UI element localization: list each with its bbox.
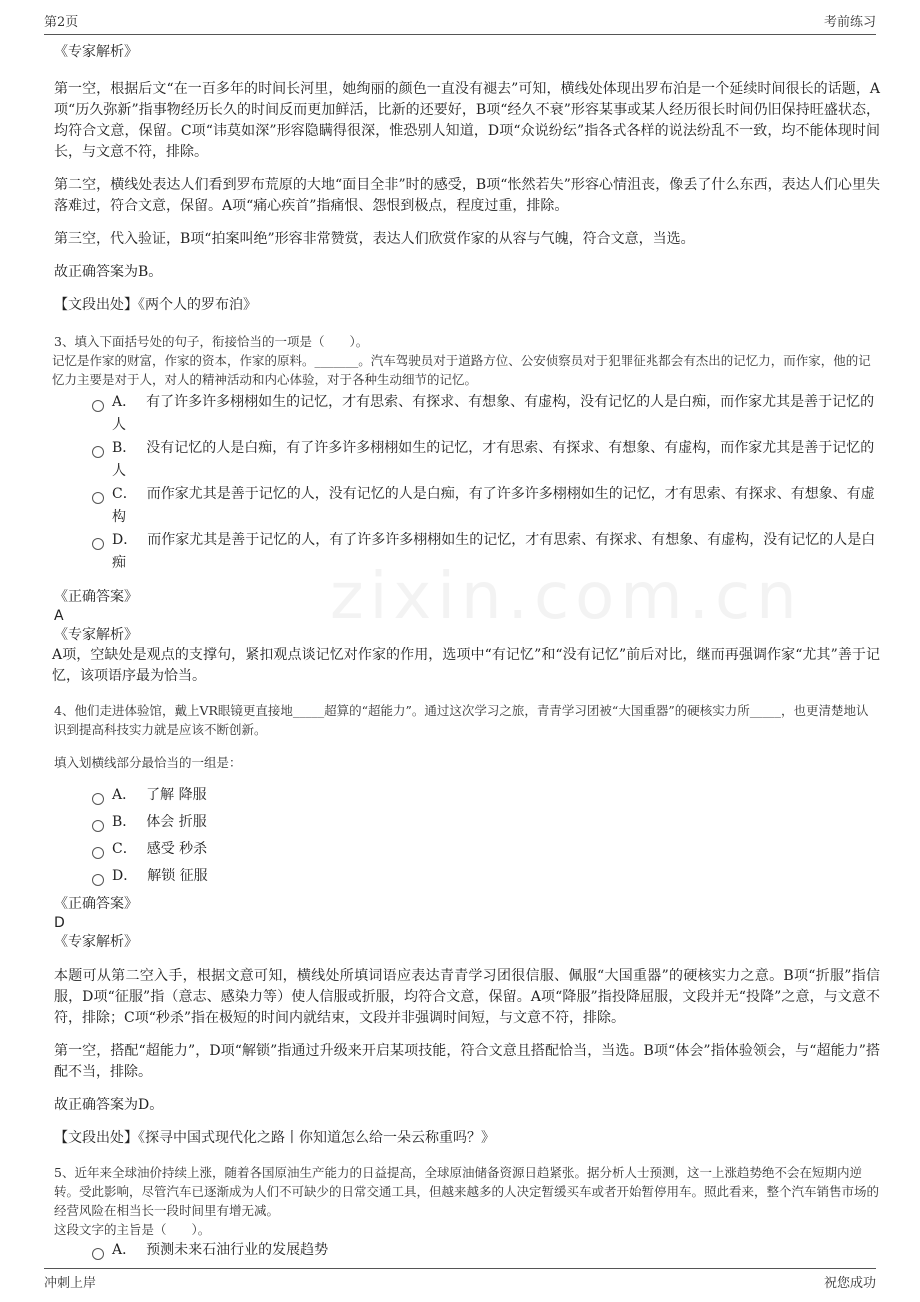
option-label: B． (112, 814, 137, 830)
source-citation: 【文段出处】《两个人的罗布泊》 (54, 297, 257, 313)
option-text: 感受 秒杀 (146, 841, 208, 857)
radio-button[interactable] (92, 1248, 104, 1260)
option-label: A． (112, 787, 137, 803)
footer-right-text: 祝您成功 (823, 1276, 876, 1291)
option-b[interactable] (92, 437, 880, 483)
question-stem: 4、他们走进体验馆，戴上VR眼镜更直接地_____超算的“超能力”。通过这次学习之旅，青青学习团被“大国重器”的硬核实力所_____，也更清楚地认识到提高科技实力就是应该不断创新。 (54, 703, 869, 737)
radio-button[interactable] (92, 820, 104, 832)
option-label: D． (112, 868, 138, 884)
page-content (54, 42, 880, 1262)
correct-answer-label: 《正确答案》 (54, 589, 138, 605)
radio-button[interactable] (92, 793, 104, 805)
answer-conclusion: 故正确答案为B。 (54, 264, 163, 280)
options-list (54, 391, 880, 575)
expert-analysis-label: 《专家解析》 (54, 627, 138, 643)
analysis-paragraph: 第三空，代入验证，B项“拍案叫绝”形容非常赞赏，表达人们欣赏作家的从容与气魄，符合文意，当选。 (54, 231, 695, 247)
page-footer (44, 1268, 876, 1294)
option-text: 了解 降服 (146, 787, 207, 803)
question-text: 记忆是作家的财富，作家的资本，作家的原料。_______。汽车驾驶员对于道路方位、公安侦察员对于犯罪征兆都会有杰出的记忆力，而作家，他的记忆力主要是对于人，对人的精神活动和内心体验，对于各种生动细节的记忆。 (52, 353, 871, 387)
option-label: C． (112, 841, 137, 857)
page-number: 第2页 (44, 15, 79, 30)
source-citation: 【文段出处】《探寻中国式现代化之路丨你知道怎么给一朵云称重吗？》 (54, 1130, 495, 1146)
radio-button[interactable] (92, 847, 104, 859)
option-d[interactable] (92, 863, 880, 890)
expert-analysis-label: 《专家解析》 (54, 934, 138, 950)
option-text: 而作家尤其是善于记忆的人，没有记忆的人是白痴，有了许多许多栩栩如生的记忆，才有思索、有探求、有想象、有虚构 (112, 486, 875, 525)
option-text: 有了许多许多栩栩如生的记忆，才有思索、有探求、有想象、有虚构，没有记忆的人是白痴，而作家尤其是善于记忆的人 (112, 394, 875, 433)
option-text: 而作家尤其是善于记忆的人，有了许多许多栩栩如生的记忆，才有思索、有探求、有想象、有虚构，没有记忆的人是白痴 (112, 532, 876, 571)
analysis-paragraph: 第一空，搭配“超能力”，D项“解锁”指通过升级来开启某项技能，符合文意且搭配恰当，当选。B项“体会”指体验领会，与“超能力”搭配不当，排除。 (54, 1043, 880, 1080)
question-prompt: 填入划横线部分最恰当的一组是： (54, 755, 242, 770)
option-text: 解锁 征服 (147, 868, 208, 884)
answer-conclusion: 故正确答案为D。 (54, 1097, 164, 1113)
option-a[interactable] (92, 391, 880, 437)
radio-button[interactable] (92, 874, 104, 886)
option-label: A． (112, 394, 137, 410)
question-stem: 3、填入下面括号处的句子，衔接恰当的一项是（ ）。 (54, 334, 369, 349)
option-label: C． (112, 486, 137, 502)
option-label: A． (112, 1242, 137, 1258)
radio-button[interactable] (92, 400, 104, 412)
analysis-paragraph: 第一空，根据后文“在一百多年的时间长河里，她绚丽的颜色一直没有褪去”可知，横线处体现出罗布泊是一个延续时间很长的话题，A项“历久弥新”指事物经历长久的时间反而更加鲜活，比新的还要好，B项“经久不衰”形容某事或某人经历很长时间仍旧保持旺盛状态，均符合文意，保留。C项“讳莫如深”形容隐瞒得很深，惟恐别人知道，D项“众说纷纭”指各式各样的说法纷乱不一致，均不能体现时间长，与文意不符，排除。 (54, 81, 880, 160)
correct-answer-label: 《正确答案》 (54, 896, 138, 912)
option-c[interactable] (92, 836, 880, 863)
option-a[interactable] (92, 782, 880, 809)
option-a[interactable] (92, 1239, 880, 1262)
option-text: 体会 折服 (146, 814, 207, 830)
option-label: B． (112, 440, 137, 456)
radio-button[interactable] (92, 446, 104, 458)
analysis-paragraph: 本题可从第二空入手，根据文意可知，横线处所填词语应表达青青学习团很信服、佩服“大国重器”的硬核实力之意。B项“折服”指信服，D项“征服”指（意志、感染力等）使人信服或折服，均符合文意，保留。A项“降服”指投降屈服，文段并无“投降”之意，与文意不符，排除；C项“秒杀”指在极短的时间内就结束，文段并非强调时间短，与文意不符，排除。 (54, 968, 880, 1026)
watermark: zixin.com.cn (330, 560, 803, 634)
option-d[interactable] (92, 529, 880, 575)
radio-button[interactable] (92, 492, 104, 504)
option-label: D． (112, 532, 138, 548)
expert-analysis-label: 《专家解析》 (54, 44, 138, 60)
option-b[interactable] (92, 809, 880, 836)
options-list (54, 1239, 880, 1262)
page-header (44, 8, 876, 35)
option-text: 没有记忆的人是白痴，有了许多许多栩栩如生的记忆，才有思索、有探求、有想象、有虚构，而作家尤其是善于记忆的人 (112, 440, 875, 479)
analysis-paragraph: 第二空，横线处表达人们看到罗布荒原的大地“面目全非”时的感受，B项“怅然若失”形容心情沮丧，像丢了什么东西，表达人们心里失落难过，符合文意，保留。A项“痛心疾首”指痛恨、怨恨到极点，程度过重，排除。 (54, 177, 880, 214)
options-list (54, 782, 880, 890)
correct-answer: D (54, 915, 65, 931)
header-title: 考前练习 (823, 15, 876, 30)
option-text: 预测未来石油行业的发展趋势 (146, 1242, 329, 1258)
radio-button[interactable] (92, 538, 104, 550)
option-c[interactable] (92, 483, 880, 529)
correct-answer: A (54, 608, 64, 624)
question-stem: 5、近年来全球油价持续上涨，随着各国原油生产能力的日益提高，全球原油储备资源日趋紧张。据分析人士预测，这一上涨趋势绝不会在短期内逆转。受此影响，尽管汽车已逐渐成为人们不可缺少的日常交通工具，但越来越多的人决定暂缓买车或者开始暂停用车。照此看来，整个汽车销售市场的经营风险在相当长一段时间里有增无减。 (54, 1165, 880, 1218)
analysis-paragraph: A项，空缺处是观点的支撑句，紧扣观点谈记忆对作家的作用，选项中“有记忆”和“没有记忆”前后对比，继而再强调作家“尤其”善于记忆，该项语序最为恰当。 (52, 647, 880, 684)
footer-left-text: 冲刺上岸 (44, 1276, 97, 1291)
question-prompt: 这段文字的主旨是（ ）。 (54, 1222, 211, 1237)
